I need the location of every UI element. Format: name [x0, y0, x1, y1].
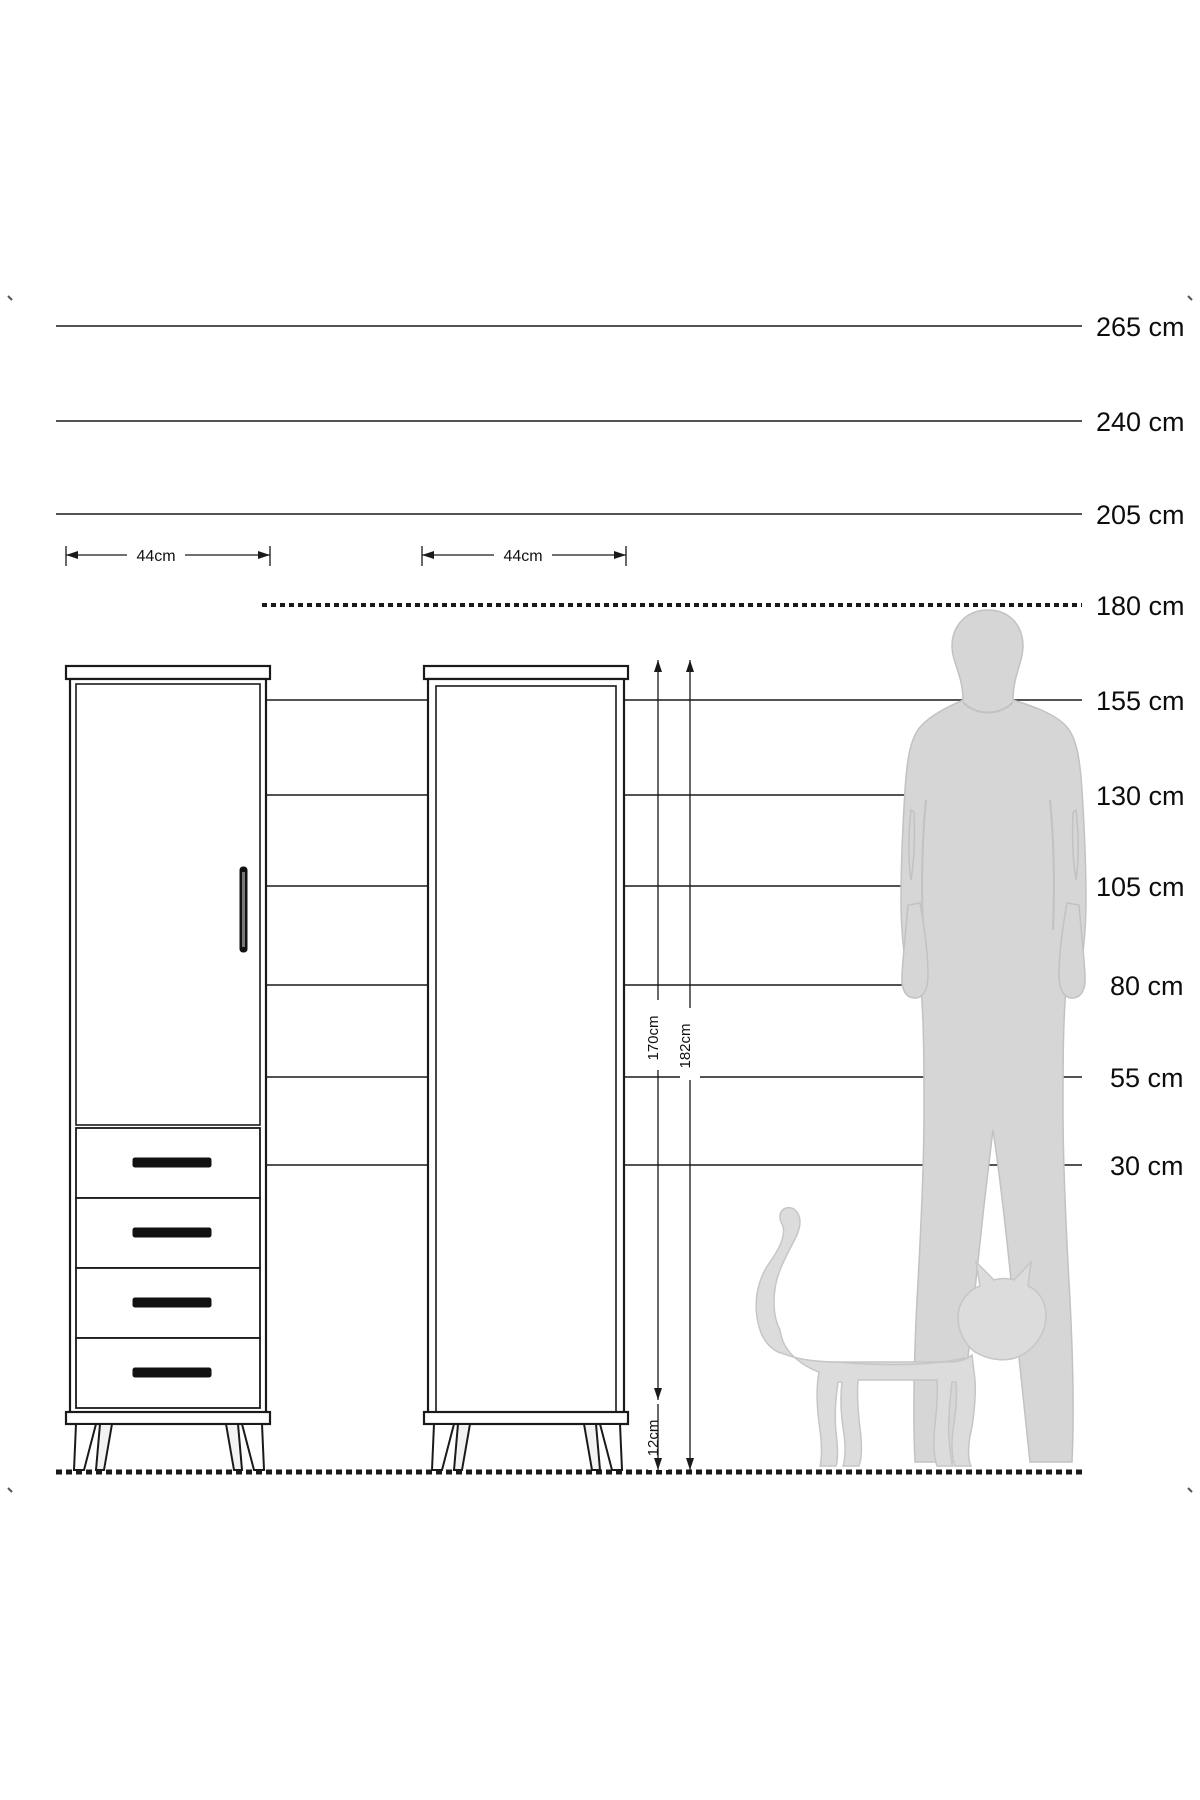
level-label-105: 105 cm: [1096, 872, 1185, 902]
cabinet-left-door-panel: [76, 684, 260, 1125]
level-label-130: 130 cm: [1096, 781, 1185, 811]
level-label-265: 265 cm: [1096, 312, 1185, 342]
level-label-80: 80 cm: [1110, 971, 1184, 1001]
cat-silhouette: [756, 1208, 1046, 1466]
cabinet-right-mirror-panel: [436, 686, 616, 1413]
level-label-180: 180 cm: [1096, 591, 1185, 621]
drawer-2-handle: [133, 1228, 211, 1237]
vertical-dimension-170-label: 170cm: [645, 1015, 662, 1061]
width-dimension-left-label: 44cm: [136, 548, 176, 565]
vertical-dimension-170: [648, 660, 668, 1470]
cabinet-left-drawers[interactable]: [76, 1128, 260, 1408]
drawer-4-handle: [133, 1368, 211, 1377]
cabinet-left-legs: [74, 1424, 264, 1470]
level-label-30: 30 cm: [1110, 1151, 1184, 1181]
cabinet-right-legs: [432, 1424, 622, 1470]
level-label-155: 155 cm: [1096, 686, 1185, 716]
cabinet-left-door-and-drawers[interactable]: [66, 666, 270, 1470]
cabinet-right-tall-mirror[interactable]: [424, 666, 628, 1470]
level-label-55: 55 cm: [1110, 1063, 1184, 1093]
drawer-1-handle: [133, 1158, 211, 1167]
level-labels: [1096, 312, 1185, 1181]
door-handle-vertical-bar[interactable]: [240, 867, 247, 952]
vertical-dimension-182-label: 182cm: [677, 1023, 694, 1069]
vertical-dimension-12-label: 12cm: [645, 1419, 662, 1457]
drawer-3-handle: [133, 1298, 211, 1307]
level-label-205: 205 cm: [1096, 500, 1185, 530]
width-dimension-right-label: 44cm: [503, 548, 543, 565]
level-label-240: 240 cm: [1096, 407, 1185, 437]
